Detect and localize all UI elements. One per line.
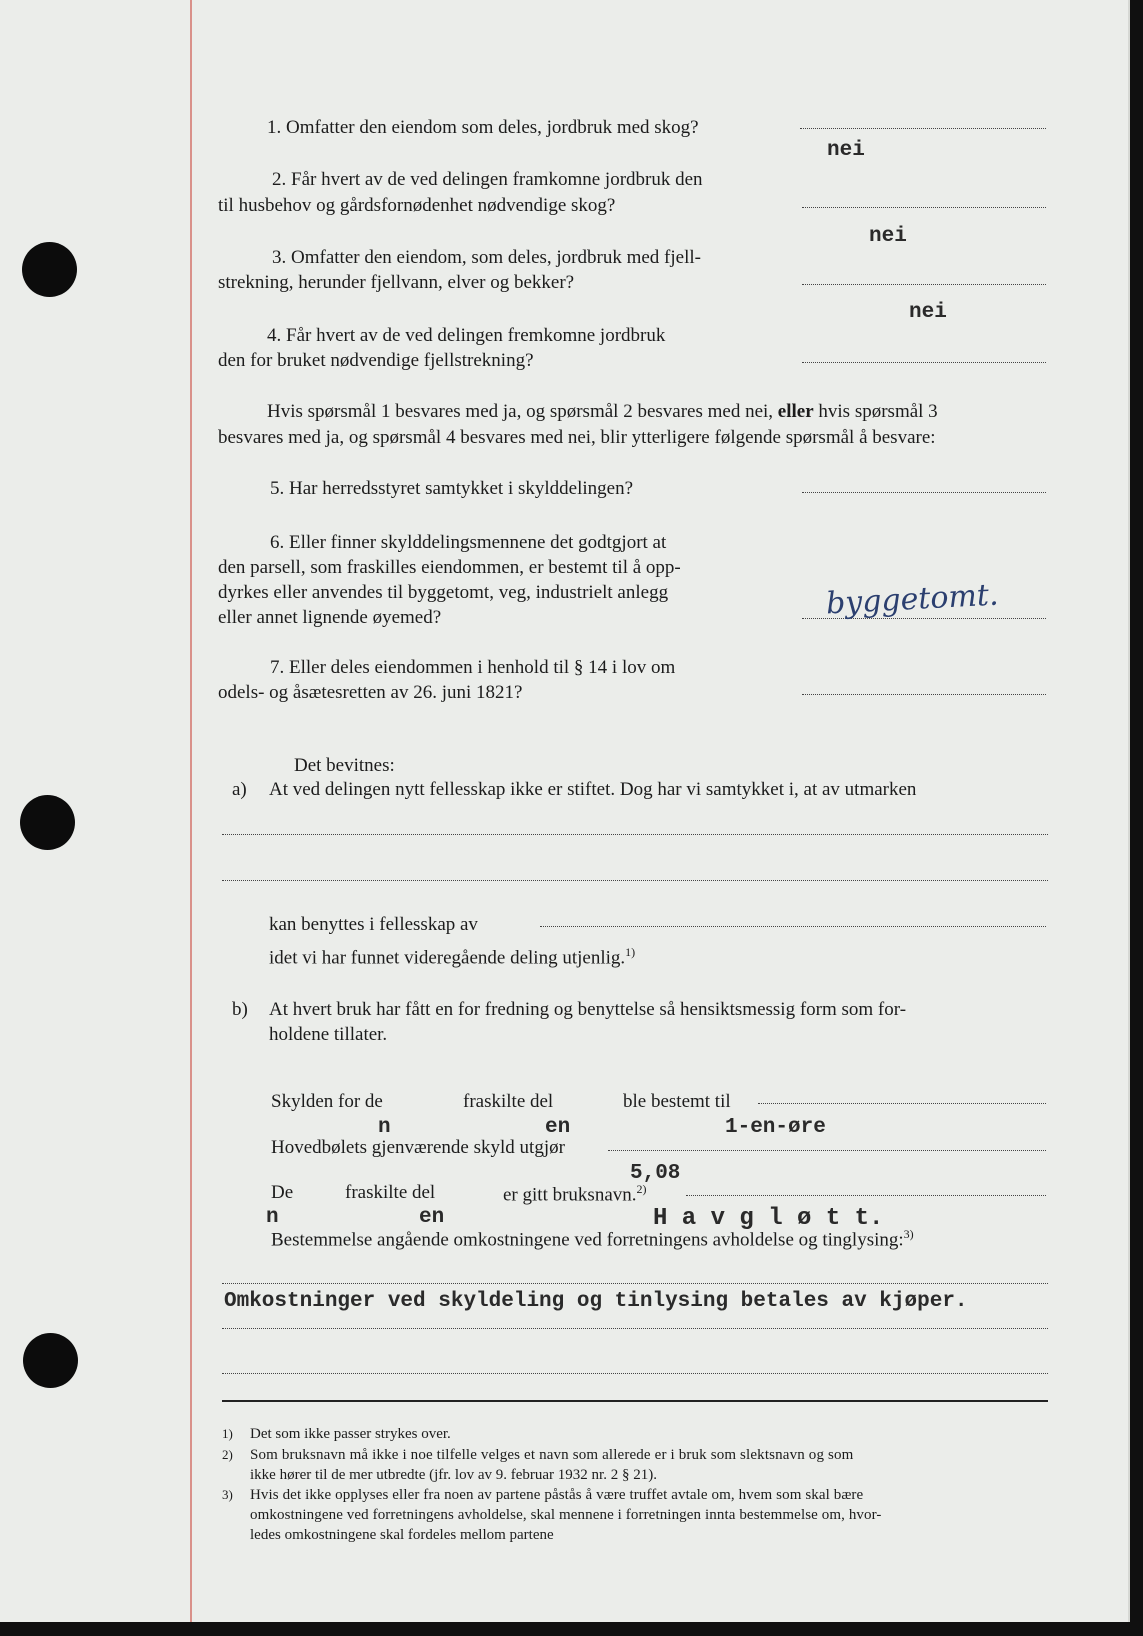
condition-text-c: hvis spørsmål 3 bbox=[818, 401, 938, 422]
further-division-reason: idet vi har funnet videregående deling utjenlig. bbox=[269, 947, 626, 969]
bruksnavn-label-1: De bbox=[271, 1182, 294, 1203]
bestemmelse-text: Bestemmelse angående omkostningene ved forretningens avholdelse og tinglysing: bbox=[271, 1229, 904, 1251]
bruksnavn-fill-n: n bbox=[266, 1206, 279, 1229]
footnote-ref-2: 2) bbox=[636, 1182, 647, 1196]
blank-line bbox=[222, 1373, 1048, 1374]
question-4-line-2: den for bruket nødvendige fjellstrekning? bbox=[218, 350, 534, 371]
footnote-1-text: Det som ikke passer strykes over. bbox=[250, 1426, 451, 1442]
answer-2: nei bbox=[869, 225, 907, 248]
margin-rule bbox=[190, 0, 192, 1622]
question-6-line-2: den parsell, som fraskilles eiendommen, er bestemt til å opp- bbox=[218, 557, 681, 578]
bruksnavn-line bbox=[686, 1195, 1046, 1196]
footnote-divider bbox=[222, 1400, 1048, 1402]
hovedbol-line bbox=[608, 1150, 1046, 1151]
condition-text-a: Hvis spørsmål 1 besvares med ja, og spørsmål 2 besvares med nei, bbox=[267, 401, 774, 422]
footnote-3-line-2: omkostningene ved forretningens avholdelse, skal mennene i forretningen innta bestemmelse om, hvor- bbox=[250, 1507, 882, 1523]
footnote-1-mark: 1) bbox=[222, 1426, 233, 1441]
skyld-fill-n: n bbox=[378, 1116, 391, 1139]
item-b-label: b) bbox=[232, 999, 248, 1020]
question-6-line-3: dyrkes eller anvendes til byggetomt, veg, industrielt anlegg bbox=[218, 582, 669, 603]
certification-heading: Det bevitnes: bbox=[294, 755, 395, 776]
answer-line-3 bbox=[802, 284, 1046, 285]
footnote-3-mark: 3) bbox=[222, 1487, 233, 1502]
bestemmelse-label bbox=[271, 1228, 914, 1249]
punch-hole bbox=[20, 795, 75, 850]
blank-line bbox=[222, 1328, 1048, 1329]
bruksnavn-value: H a v g l ø t t. bbox=[653, 1205, 884, 1232]
question-7-line-2: odels- og åsætesretten av 26. juni 1821? bbox=[218, 682, 523, 703]
question-3-line-1: 3. Omfatter den eiendom, som deles, jordbruk med fjell- bbox=[272, 247, 701, 268]
bruksnavn-text: er gitt bruksnavn. bbox=[503, 1184, 637, 1206]
question-2-line-2: til husbehov og gårdsfornødenhet nødvendige skog? bbox=[218, 195, 616, 216]
punch-hole bbox=[22, 242, 77, 297]
footnote-ref-3: 3) bbox=[903, 1227, 914, 1241]
footnote-ref-1: 1) bbox=[625, 945, 636, 959]
further-division-text bbox=[269, 946, 635, 967]
hovedbol-value: 5,08 bbox=[630, 1162, 681, 1185]
punch-hole bbox=[23, 1333, 78, 1388]
skyld-fill-en: en bbox=[545, 1116, 571, 1139]
answer-line-7 bbox=[802, 694, 1046, 695]
bruksnavn-label-2: fraskilte del bbox=[345, 1182, 436, 1203]
cost-text: Omkostninger ved skyldeling og tinlysing betales av kjøper. bbox=[224, 1290, 968, 1313]
cost-line bbox=[222, 1283, 1048, 1284]
item-b-line-2: holdene tillater. bbox=[269, 1024, 388, 1045]
footnote-3-line-1: Hvis det ikke opplyses eller fra noen av partene påstås å være truffet avtale om, hvem som skal bære bbox=[250, 1487, 864, 1503]
bruksnavn-fill-en: en bbox=[419, 1206, 445, 1229]
question-6-line-1: 6. Eller finner skylddelingsmennene det godtgjort at bbox=[270, 532, 667, 553]
blank-line bbox=[222, 834, 1048, 835]
answer-line-1 bbox=[800, 128, 1046, 129]
footnote-2-line-2: ikke hører til de mer utbredte (jfr. lov av 9. februar 1932 nr. 2 § 21). bbox=[250, 1467, 657, 1483]
item-b-line-1: At hvert bruk har fått en for fredning og benyttelse så hensiktsmessig form som for- bbox=[269, 999, 907, 1020]
skyld-label-2: fraskilte del bbox=[463, 1091, 554, 1112]
answer-3: nei bbox=[909, 301, 947, 324]
question-4-line-1: 4. Får hvert av de ved delingen fremkomne jordbruk bbox=[267, 325, 666, 346]
bruksnavn-label-3 bbox=[503, 1183, 647, 1204]
item-a-label: a) bbox=[232, 779, 247, 800]
skyld-label-3: ble bestemt til bbox=[623, 1091, 731, 1112]
footnote-3-line-3: ledes omkostningene skal fordeles mellom partene bbox=[250, 1527, 554, 1543]
skyld-label-1: Skylden for de bbox=[271, 1091, 383, 1112]
hovedbol-label: Hovedbølets gjenværende skyld utgjør bbox=[271, 1137, 565, 1158]
footnote-2-line-1: Som bruksnavn må ikke i noe tilfelle velges et navn som allerede er i bruk som slektsnavn og som bbox=[250, 1447, 854, 1463]
question-3-line-2: strekning, herunder fjellvann, elver og bekker? bbox=[218, 272, 575, 293]
item-a-text: At ved delingen nytt fellesskap ikke er stiftet. Dog har vi samtykket i, at av utmarken bbox=[269, 779, 917, 800]
common-use-label: kan benyttes i fellesskap av bbox=[269, 914, 478, 935]
condition-line-2: besvares med ja, og spørsmål 4 besvares med nei, blir ytterligere følgende spørsmål å besvare: bbox=[218, 427, 936, 448]
blank-line bbox=[222, 880, 1048, 881]
question-2-line-1: 2. Får hvert av de ved delingen framkomne jordbruk den bbox=[272, 169, 703, 190]
common-use-line bbox=[540, 926, 1046, 927]
question-7-line-1: 7. Eller deles eiendommen i henhold til § 14 i lov om bbox=[270, 657, 676, 678]
answer-line-4 bbox=[802, 362, 1046, 363]
condition-or: eller bbox=[777, 401, 814, 422]
condition-line-1 bbox=[267, 402, 938, 421]
answer-line-5 bbox=[802, 492, 1046, 493]
skyld-line bbox=[758, 1103, 1046, 1104]
handwritten-answer-6: byggetomt. bbox=[825, 577, 1000, 622]
answer-line-2 bbox=[802, 207, 1046, 208]
footnote-2-mark: 2) bbox=[222, 1447, 233, 1462]
question-6-line-4: eller annet lignende øyemed? bbox=[218, 607, 442, 628]
question-5: 5. Har herredsstyret samtykket i skylddelingen? bbox=[270, 478, 634, 499]
skyld-value: 1-en-øre bbox=[725, 1116, 826, 1139]
answer-1: nei bbox=[827, 139, 865, 162]
question-1: 1. Omfatter den eiendom som deles, jordbruk med skog? bbox=[267, 117, 699, 138]
